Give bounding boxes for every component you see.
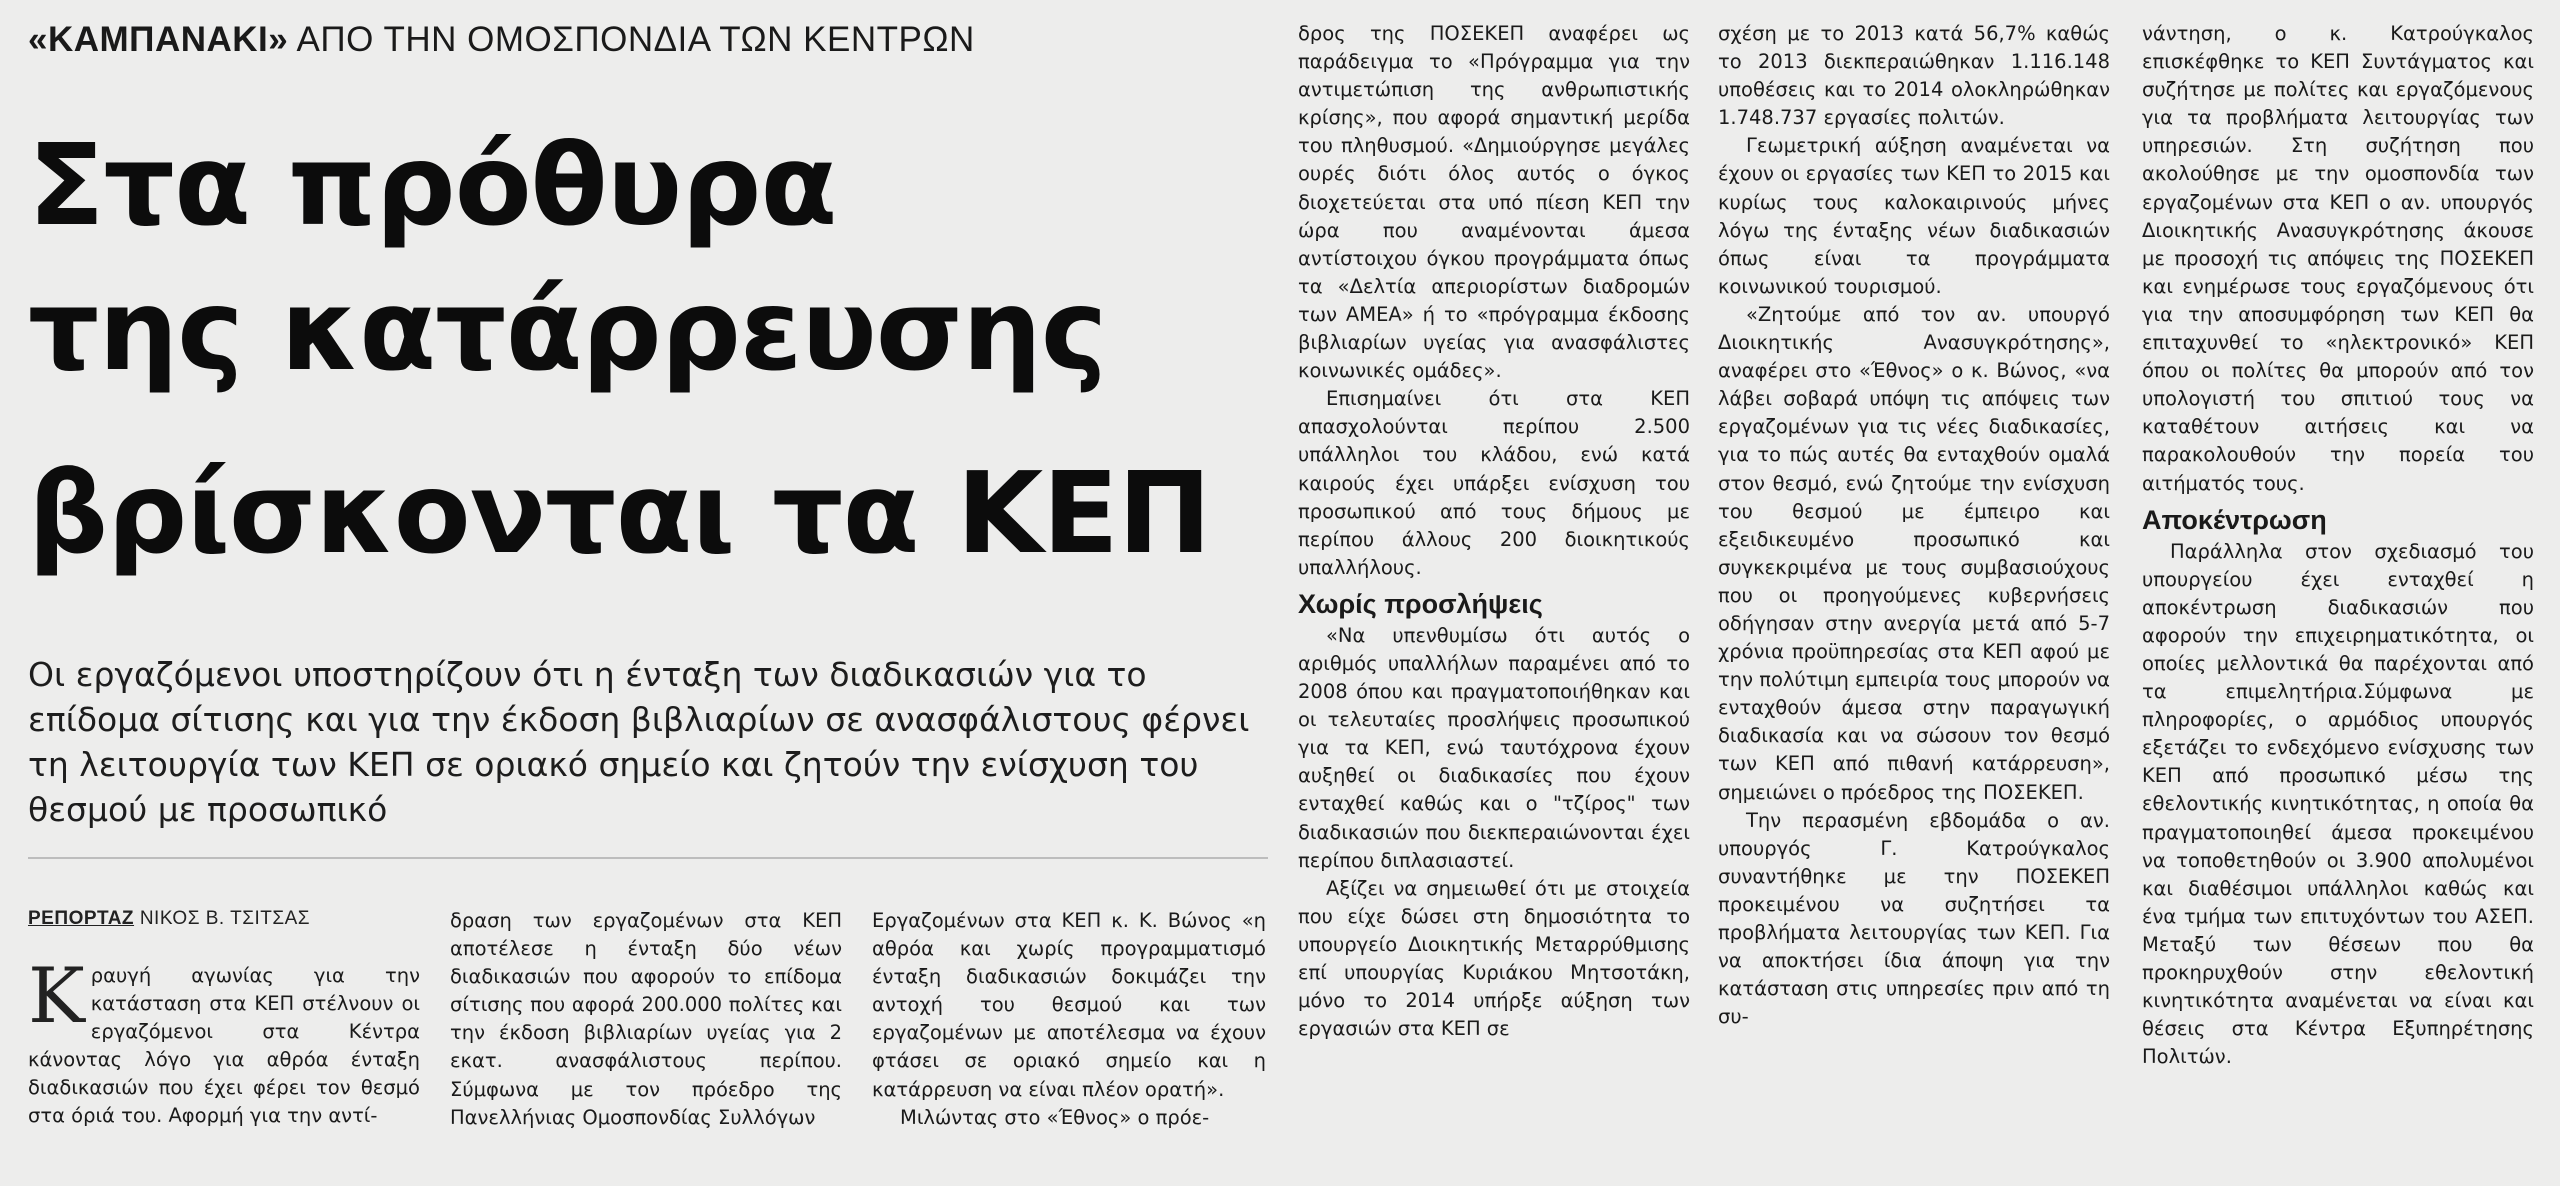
article-column-3 [872,907,1266,1132]
article-paragraph: Γεωμετρική αύξηση αναμένεται να έχουν οι εργασίες των ΚΕΠ το 2015 και κυρίως τους καλοκαιρινούς μήνες λόγω της ένταξης νέων διαδικασιών όπως είναι τα προγράμματα κοινωνικού τουρισμού. [1718,134,2110,298]
article-paragraph: νάντηση, ο κ. Κατρούγκαλος επισκέφθηκε το ΚΕΠ Συντάγματος και συζήτησε με πολίτες και εργαζόμενους για τα προβλήματα λειτουργίας των υπηρεσιών. Στη συζήτηση που ακολούθησε με την ομοσπονδία των εργαζομένων στα ΚΕΠ ο αν. υπουργός Διοικητικής Ανασυγκρότησης άκουσε με προσοχή τις απόψεις της ΠΟΣΕΚΕΠ και ενημέρωσε τους εργαζόμενους ότι για την αποσυμφόρηση των ΚΕΠ θα επιταχυνθεί το «ηλεκτρονικό» ΚΕΠ όπου οι πολίτες θα μπορούν από τον υπολογιστή του σπιτιού τους να καταθέτουν αιτήσεις και να παρακολουθούν την πορεία του αιτήματός τους. [2142,22,2534,495]
article-column-6 [2142,20,2534,1071]
headline-line-1: Στα πρόθυρα [28,121,837,251]
divider [28,857,1268,859]
subheading-no-hiring: Χωρίς προσλήψεις [1298,588,1543,619]
kicker-rest: ΑΠΟ ΤΗΝ ΟΜΟΣΠΟΝΔΙΑ ΤΩΝ ΚΕΝΤΡΩΝ [288,20,975,59]
article-column-4 [1298,20,1690,1043]
headline-line-2: της κατάρρευσης [28,266,1107,396]
standfirst: Οι εργαζόμενοι υποστηρίζουν ότι η ένταξη των διαδικασιών για το επίδομα σίτισης και για την έκδοση βιβλιαρίων σε ανασφάλιστους φέρνει τη λειτουργία των ΚΕΠ σε οριακό σημείο και ζητούν την ενίσχυση του θεσμού με προσωπικό [28,655,1250,829]
byline-label: ΡΕΠΟΡΤΑΖ [28,908,135,929]
article-paragraph: Εργαζομένων στα ΚΕΠ κ. Κ. Βώνος «η αθρόα και χωρίς προγραμματισμό ένταξη διαδικασιών δοκιμάζει την αντοχή του θεσμού και των εργαζομένων με αποτέλεσμα να έχουν φτάσει σε οριακό σημείο και η κατάρρευση να είναι πλέον ορατή». [872,909,1266,1101]
article-paragraph: «Ζητούμε από τον αν. υπουργό Διοικητικής Ανασυγκρότησης», αναφέρει στο «Έθνος» ο κ. Βώνος, «να λάβει σοβαρά υπόψη τις απόψεις των εργαζομένων για τις νέες διαδικασίες, για το πώς αυτές θα ενταχθούν ομαλά στον θεσμό, ενώ ζητούμε την ενίσχυση του θεσμού με έμπειρο και εξειδικευμένο προσωπικό και συγκεκριμένα με τους συμβασιούχους που οι προηγούμενες κυβερνήσεις οδήγησαν στην ανεργία μετά από 5-7 χρόνια προϋπηρεσίας στα ΚΕΠ αφού με την πολύτιμη εμπειρία τους μπορούν να ενταχθούν άμεσα στην παραγωγική διαδικασία και να σώσουν τον θεσμό των ΚΕΠ από πιθανή κατάρρευση», σημειώνει ο πρόεδρος της ΠΟΣΕΚΕΠ. [1718,302,2110,804]
article-paragraph: Επισημαίνει ότι στα ΚΕΠ απασχολούνται περίπου 2.500 υπάλληλοι του κλάδου, ενώ κατά καιρούς έχει υπάρξει ενίσχυση του προσωπικού από τους δήμους με περίπου άλλους 200 διοικητικούς υπαλλήλους. [1298,387,1690,579]
article-paragraph: Την περασμένη εβδομάδα ο αν. υπουργός Γ. Κατρούγκαλος συναντήθηκε με την ΠΟΣΕΚΕΠ προκειμένου να συζητήσει τα προβλήματα λειτουργίας των ΚΕΠ. Για να αποκτήσει ίδια άποψη για την κατάσταση στις υπηρεσίες πριν από τη συ- [1718,808,2110,1029]
byline [28,908,310,930]
kicker-bold: «ΚΑΜΠΑΝΑΚΙ» [28,20,289,59]
article-paragraph: δρος της ΠΟΣΕΚΕΠ αναφέρει ως παράδειγμα το «Πρόγραμμα για την αντιμετώπιση της ανθρωπιστικής κρίσης», που αφορά σημαντική μερίδα του πληθυσμού. «Δημιούργησε μεγάλες ουρές διότι όλος αυτός ο όγκος διοχετεύεται στα υπό πίεση ΚΕΠ την ώρα που αναμένονται άμεσα αντίστοιχου όγκου προγράμματα όπως τα «Δελτία απεριορίστων διαδρομών των ΑΜΕΑ» ή το «πρόγραμμα έκδοσης βιβλιαρίων υγείας για ανασφάλιστες κοινωνικές ομάδες». [1298,22,1690,383]
article-column-2 [450,907,842,1132]
article-paragraph: Μιλώντας στο «Έθνος» ο πρόε- [900,1105,1210,1129]
dropcap: Κ [28,951,85,1040]
kicker [28,20,975,60]
article-paragraph: Αξίζει να σημειωθεί ότι με στοιχεία που είχε δώσει στη δημοσιότητα το υπουργείο Διοικητικής Μεταρρύθμισης επί υπουργίας Κυριάκου Μητσοτάκη, μόνο το 2014 υπήρξε αύξηση των εργασιών στα ΚΕΠ σε [1298,876,1690,1041]
article-text: ραυγή αγωνίας για την κατάσταση στα ΚΕΠ στέλνουν οι εργαζόμενοι στα Κέντρα κάνοντας λόγο για αθρόα ένταξη διαδικασιών που έχει φέρει τον θεσμό στα όριά του. Αφορμή για την αντί- [28,964,420,1128]
headline-line-3: βρίσκονται τα ΚΕΠ [28,449,1211,579]
subheading-decentralization: Αποκέντρωση [2142,504,2327,535]
article-paragraph: δραση των εργαζομένων στα ΚΕΠ αποτέλεσε η ένταξη δύο νέων διαδικασιών που αφορούν το επίδομα σίτισης που αφορά 200.000 πολίτες και την έκδοση βιβλιαρίων υγείας για 2 εκατ. ανασφάλιστους περίπου. Σύμφωνα με τον πρόεδρο της Πανελλήνιας Ομοσπονδίας Συλλόγων [450,909,842,1129]
article-column-5 [1718,20,2110,1031]
article-paragraph: σχέση με το 2013 κατά 56,7% καθώς το 2013 διεκπεραιώθηκαν 1.116.148 υποθέσεις και το 2014 ολοκληρώθηκαν 1.748.737 εργασίες πολιτών. [1718,22,2110,130]
article-column-1 [28,951,420,1131]
article-paragraph: Παράλληλα στον σχεδιασμό του υπουργείου έχει ενταχθεί η αποκέντρωση διαδικασιών που αφορούν την επιχειρηματικότητα, οι οποίες μελλοντικά θα παρέχονται από τα επιμελητήρια.Σύμφωνα με πληροφορίες, ο αρμόδιος υπουργός εξετάζει το ενδεχόμενο ενίσχυσης των ΚΕΠ από προσωπικό μέσω της εθελοντικής κινητικότητας, η οποία θα πραγματοποιηθεί άμεσα προκειμένου να τοποθετηθούν οι 3.900 απολυμένοι και διαθέσιμοι υπάλληλοι καθώς και ένα τμήμα των επιτυχόντων του ΑΣΕΠ. Μεταξύ των θέσεων που θα προκηρυχθούν στην εθελοντική κινητικότητα αναμένεται να είναι και θέσεις στα Κέντρα Εξυπηρέτησης Πολιτών. [2142,539,2534,1069]
byline-author: ΝΙΚΟΣ Β. ΤΣΙΤΣΑΣ [134,908,311,929]
article-paragraph: «Να υπενθυμίσω ότι αυτός ο αριθμός υπαλλήλων παραμένει από το 2008 όπου και πραγματοποιήθηκαν και οι τελευταίες προσλήψεις προσωπικού για τα ΚΕΠ, ενώ ταυτόχρονα έχουν αυξηθεί οι διαδικασίες που έχουν ενταχθεί καθώς και ο "τζίρος" των διαδικασιών που διεκπεραιώνονται έχει περίπου διπλασιαστεί. [1298,623,1690,872]
